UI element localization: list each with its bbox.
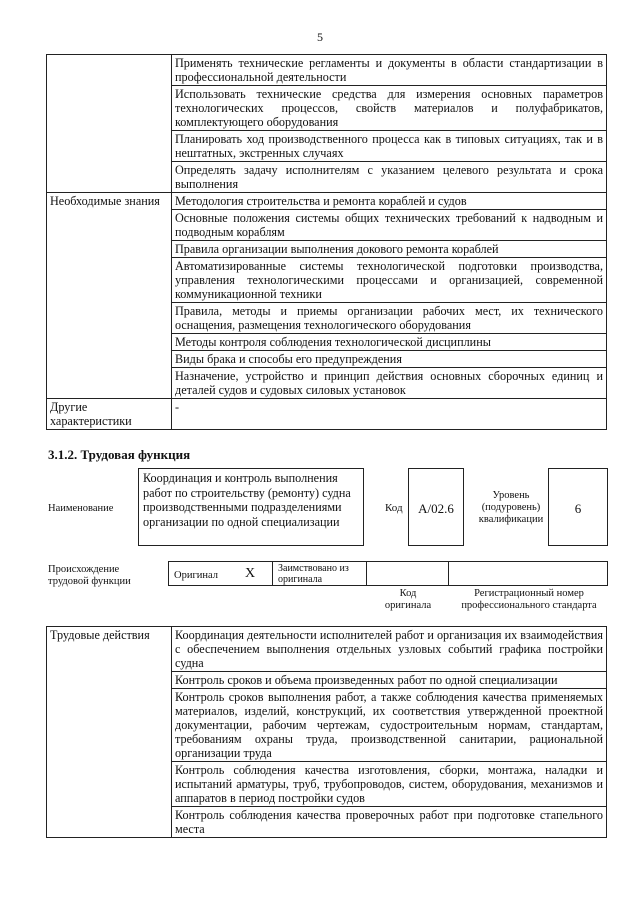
kod-label: Код [385,502,403,514]
action-row: Координация деятельности исполнителей работ и организация их взаимодействия с обеспечением выполнения отдельных узловых событий графика постройки судна [172,627,607,672]
knowledge-label: Необходимые знания [47,193,172,399]
skill-row: Определять задачу исполнителям с указанием целевого результата и срока выполнения [172,162,607,193]
skill-row: Использовать технические средства для измерения основных параметров технологических процессов, свойств материалов и полуфабрикатов, комплектующего оборудования [172,86,607,131]
origin-box [168,561,608,586]
kod-value: A/02.6 [408,468,464,546]
kod-original-label: Код оригинала [384,588,432,611]
borrowed-label: Заимствовано из оригинала [278,563,349,585]
actions-table [46,626,607,838]
level-label: Уровень (подуровень) квалификации [478,490,544,525]
function-name: Координация и контроль выполнения работ по строительству (ремонту) судна производственными подразделениями организации по одной специализации [138,468,364,546]
original-mark: X [245,566,256,581]
actions-label: Трудовые действия [47,627,172,838]
knowledge-row: Методы контроля соблюдения технологической дисциплины [172,334,607,351]
naim-label: Наименование [48,503,114,514]
origin-label: Происхождение трудовой функции [48,564,131,587]
skill-row: Применять технические регламенты и документы в области стандартизации в профессиональной деятельности [172,55,607,86]
action-row: Контроль соблюдения качества изготовления, сборки, монтажа, наладки и испытаний арматуры, труб, трубопроводов, систем, оборудования, механизмов и аппаратов в период постройки судов [172,762,607,807]
knowledge-row: Назначение, устройство и принцип действия основных сборочных единиц и деталей судов и судовых силовых установок [172,368,607,399]
knowledge-row: Автоматизированные системы технологической подготовки производства, управления технологическими процессами и организацией, современной коммуникационной техники [172,258,607,303]
other-value: - [172,399,607,430]
knowledge-row: Правила организации выполнения докового ремонта кораблей [172,241,607,258]
section-title: 3.1.2. Трудовая функция [48,447,191,462]
action-row: Контроль сроков выполнения работ, а также соблюдения качества применяемых материалов, изделий, конструкций, их соответствия утвержденной проектной документации, рабочим чертежам, судостроительным нормам, стандартам, требованиям охраны труда, производственной санитарии, рациональной организации труда [172,689,607,762]
knowledge-row: Основные положения системы общих технических требований к надводным и подводным кораблям [172,210,607,241]
other-label: Другие характеристики [47,399,172,430]
requirements-table [46,54,607,430]
knowledge-row: Правила, методы и приемы организации рабочих мест, их технического оснащения, размещения технологического оборудования [172,303,607,334]
knowledge-row: Виды брака и способы его предупреждения [172,351,607,368]
original-label: Оригинал [174,570,218,581]
action-row: Контроль сроков и объема произведенных работ по одной специализации [172,672,607,689]
page-number: 5 [317,30,323,44]
action-row: Контроль соблюдения качества проверочных работ при подготовке стапельного места [172,807,607,838]
reg-number-label: Регистрационный номер профессионального стандарта [461,588,597,611]
knowledge-row: Методология строительства и ремонта кораблей и судов [172,193,607,210]
skills-label-cell [47,55,172,193]
skill-row: Планировать ход производственного процесса как в типовых ситуациях, так и в нештатных, экстренных случаях [172,131,607,162]
level-value: 6 [548,468,608,546]
